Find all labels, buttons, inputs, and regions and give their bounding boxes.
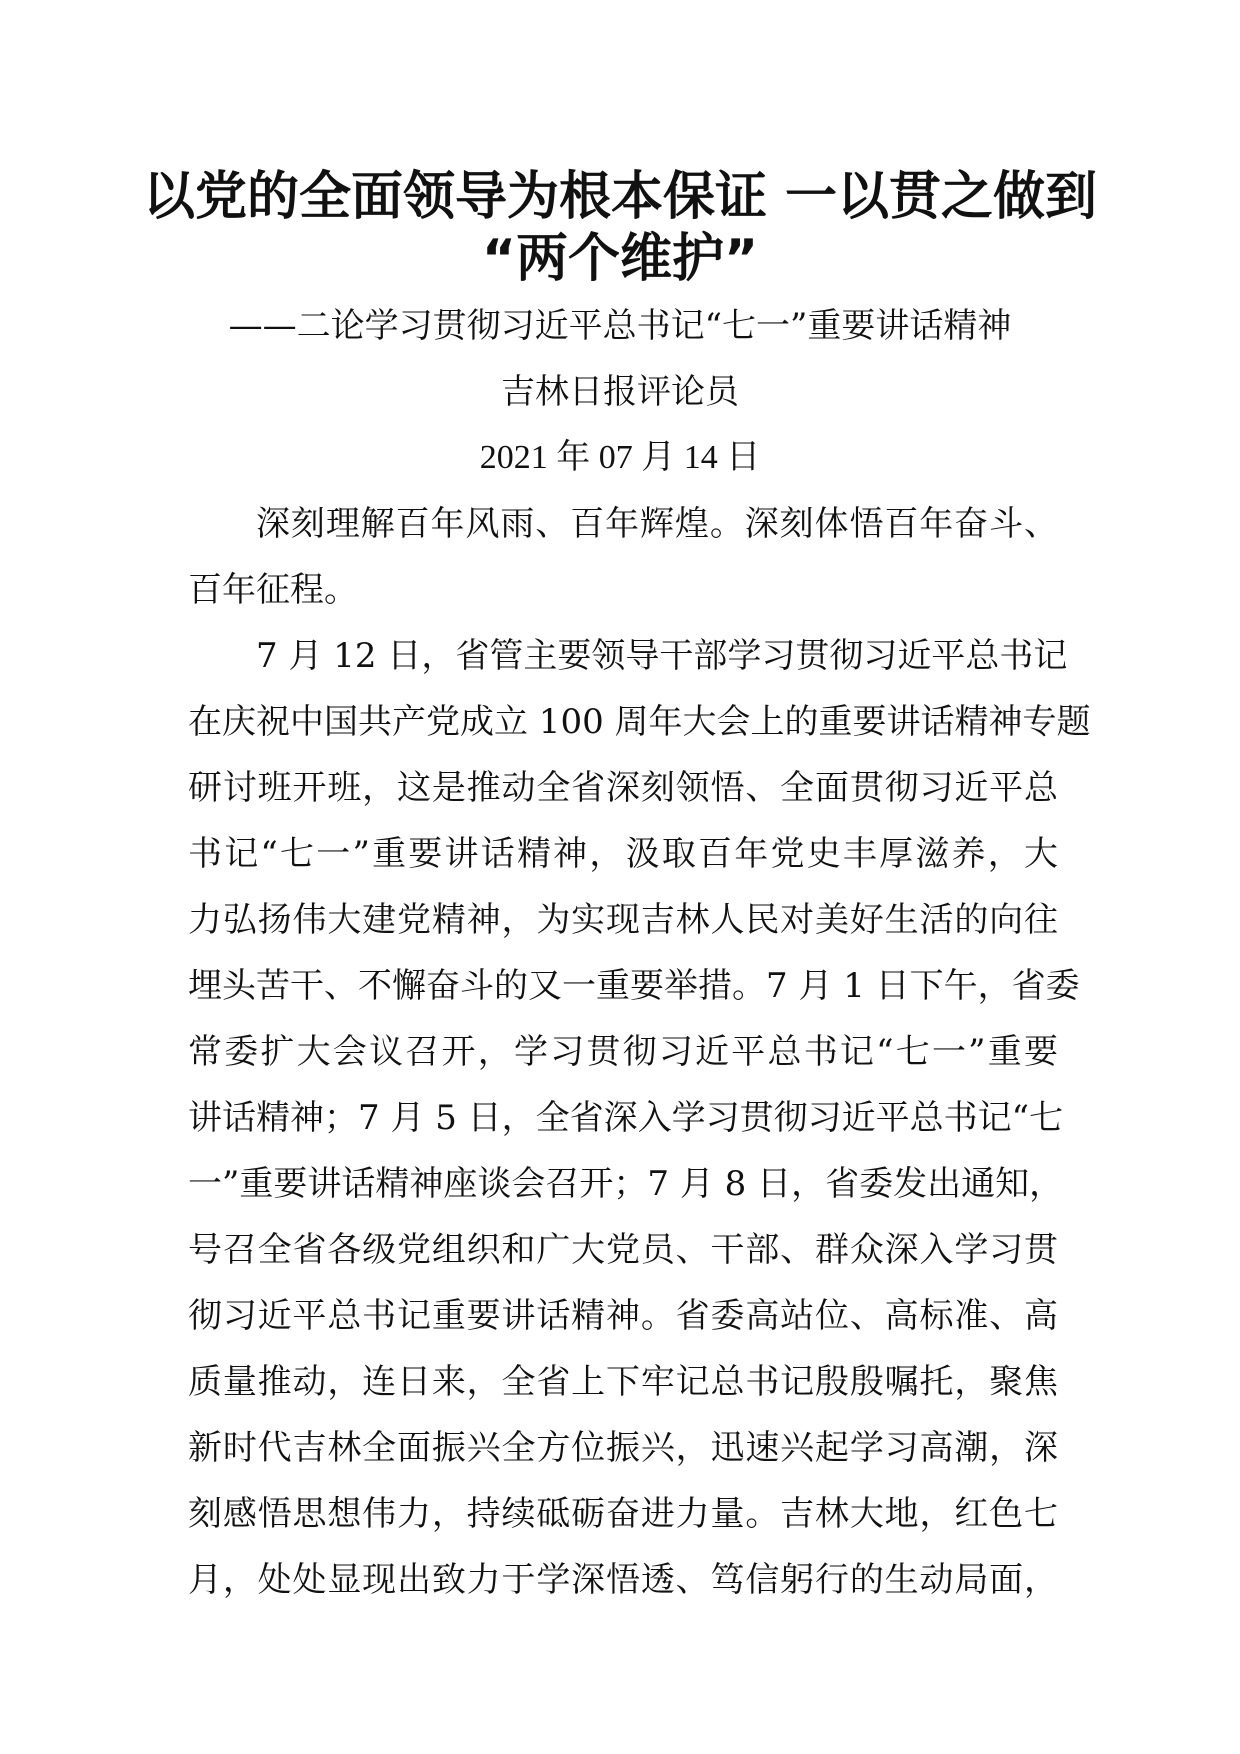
- body-line: 讲话精神；7 月 5 日，全省深入学习贯彻习近平总书记“七: [188, 1098, 1064, 1138]
- body-line: 研讨班开班，这是推动全省深刻领悟、全面贯彻习近平总: [188, 768, 1058, 808]
- body-line: 号召全省各级党组织和广大党员、干部、群众深入学习贯: [188, 1230, 1058, 1270]
- body-line: 常委扩大会议召开，学习贯彻习近平总书记“七一”重要: [188, 1032, 1058, 1072]
- author: 吉林日报评论员: [501, 372, 739, 412]
- body-line: 在庆祝中国共产党成立 100 周年大会上的重要讲话精神专题: [188, 702, 1091, 742]
- subtitle: ——二论学习贯彻习近平总书记“七一”重要讲话精神: [228, 306, 1012, 346]
- body-line: 深刻理解百年风雨、百年辉煌。深刻体悟百年奋斗、: [256, 504, 1058, 544]
- title-line-2: “两个维护”: [481, 229, 759, 289]
- body-line: 力弘扬伟大建党精神，为实现吉林人民对美好生活的向往: [188, 900, 1058, 940]
- body-line: 一”重要讲话精神座谈会召开；7 月 8 日，省委发出通知，: [188, 1164, 1064, 1204]
- body-line: 月，处处显现出致力于学深悟透、笃信躬行的生动局面，: [188, 1560, 1058, 1600]
- body-line: 新时代吉林全面振兴全方位振兴，迅速兴起学习高潮，深: [188, 1428, 1058, 1468]
- body-line: 百年征程。: [188, 570, 358, 610]
- body-line: 书记“七一”重要讲话精神，汲取百年党史丰厚滋养，大: [188, 834, 1058, 874]
- publish-date: 2021 年 07 月 14 日: [479, 439, 761, 476]
- body-line: 7 月 12 日，省管主要领导干部学习贯彻习近平总书记: [256, 636, 1068, 676]
- body-line: 刻感悟思想伟力，持续砥砺奋进力量。吉林大地，红色七: [188, 1494, 1058, 1534]
- body-line: 埋头苦干、不懈奋斗的又一重要举措。7 月 1 日下午，省委: [188, 966, 1080, 1006]
- title-line-1: 以党的全面领导为根本保证 一以贯之做到: [142, 167, 1098, 227]
- body-line: 彻习近平总书记重要讲话精神。省委高站位、高标准、高: [188, 1296, 1058, 1336]
- body-line: 质量推动，连日来，全省上下牢记总书记殷殷嘱托，聚焦: [188, 1362, 1058, 1402]
